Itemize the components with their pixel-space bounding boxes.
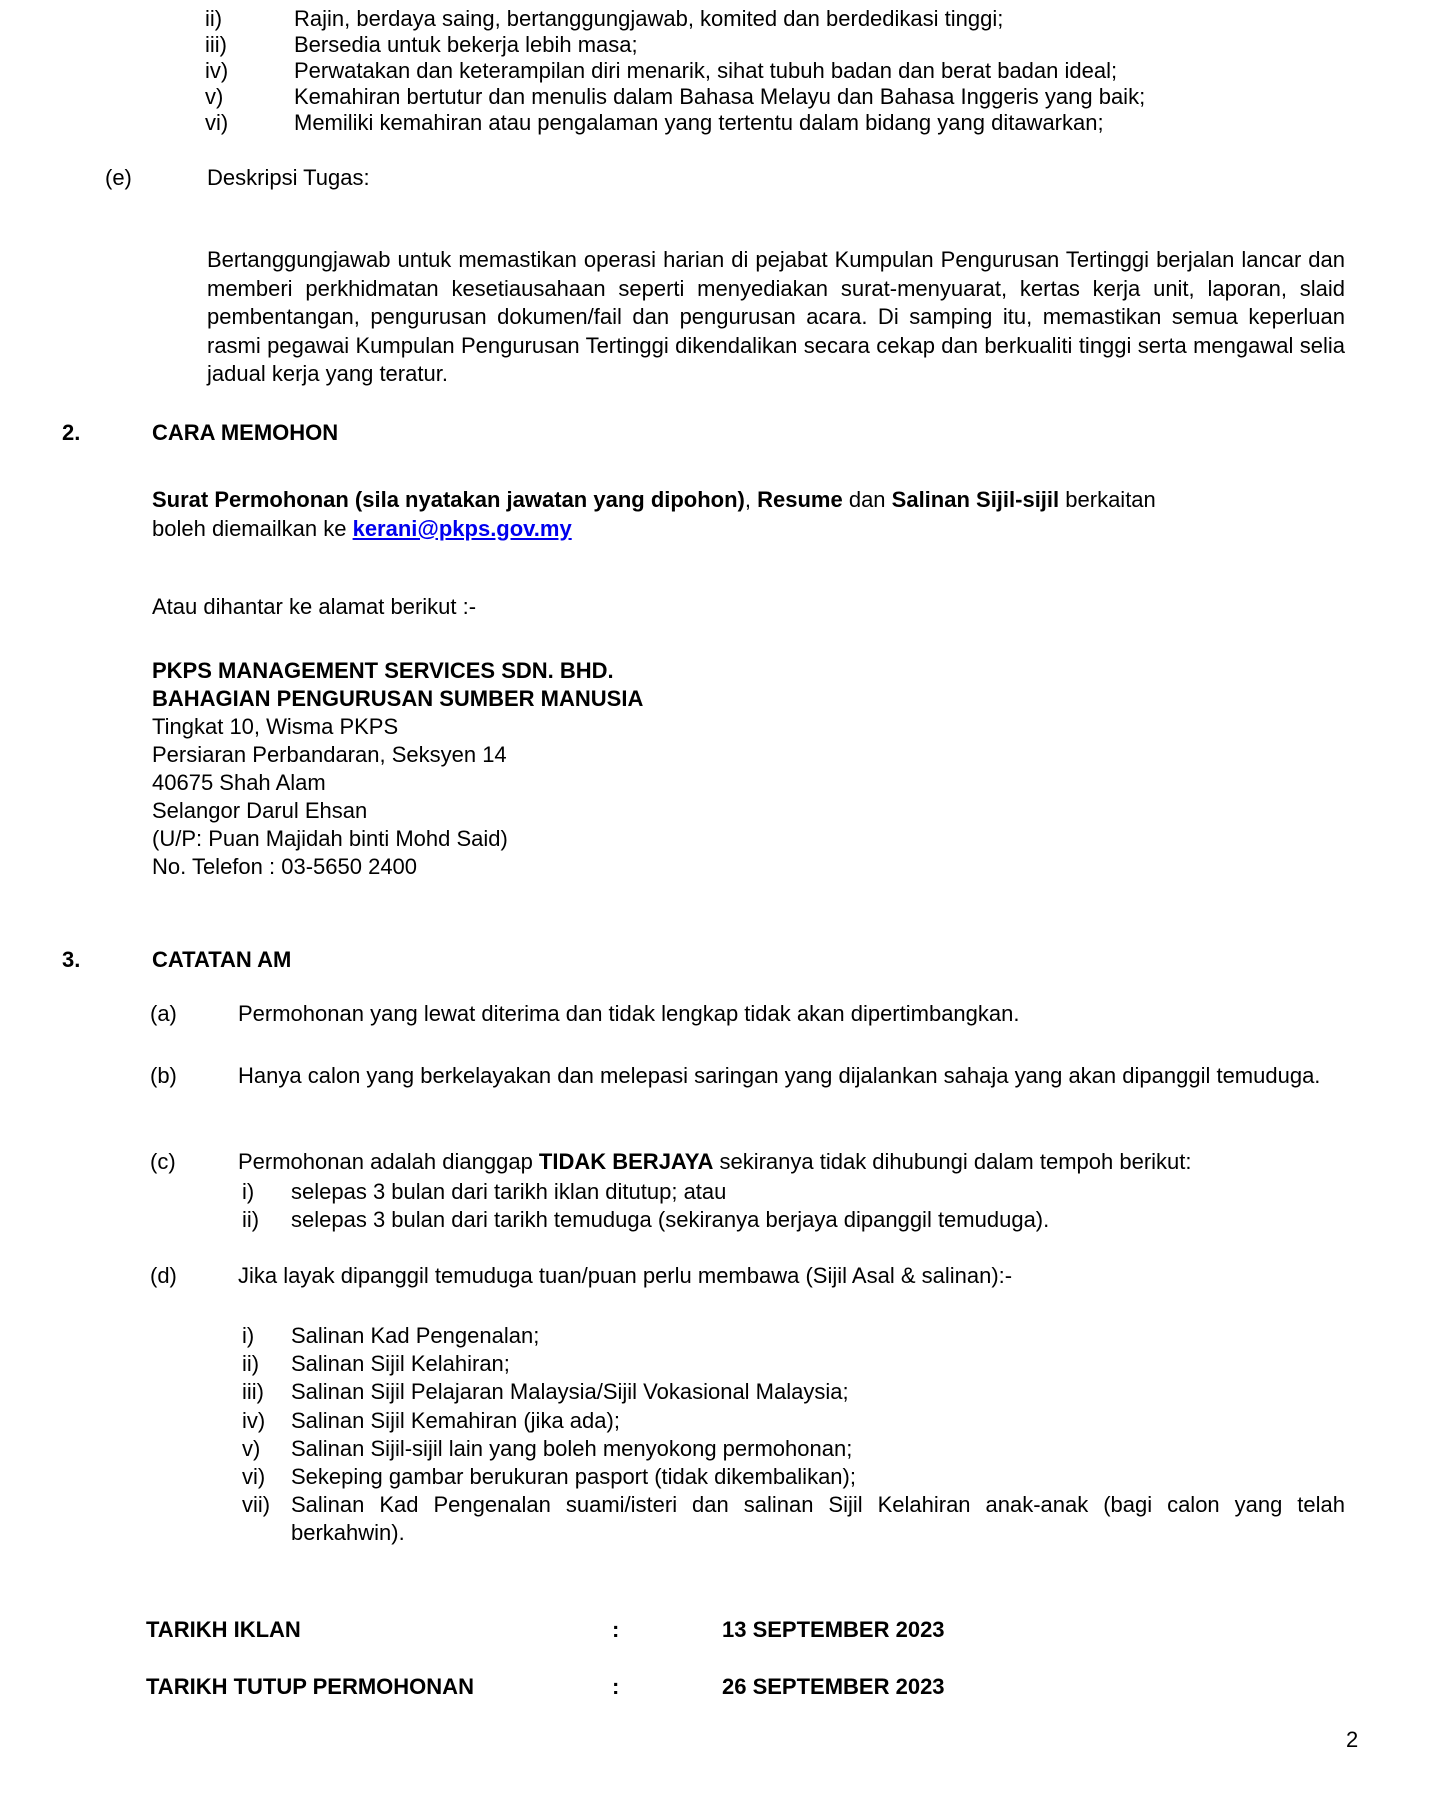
note-a-text: Permohonan yang lewat diterima dan tidak lengkap tidak akan dipertimbangkan. — [238, 1001, 1020, 1026]
sub-item — [242, 1463, 1345, 1491]
sub-item — [242, 1350, 1345, 1378]
text-segment: dan — [842, 487, 892, 512]
address-line-state: Selangor Darul Ehsan — [152, 798, 368, 823]
requirements-list — [205, 6, 1355, 136]
section-3-heading — [62, 946, 862, 974]
sub-item-text: Salinan Kad Pengenalan; — [291, 1323, 540, 1348]
note-c-sublist — [242, 1178, 1345, 1234]
item-e — [105, 164, 905, 192]
address-line-street: Persiaran Perbandaran, Seksyen 14 — [152, 742, 507, 767]
email-link[interactable]: kerani@pkps.gov.my — [352, 515, 572, 541]
list-marker: v) — [205, 84, 224, 109]
sub-item-marker: ii) — [242, 1207, 260, 1233]
list-marker: iv) — [205, 58, 229, 83]
job-description-paragraph: Bertanggungjawab untuk memastikan operasi harian di pejabat Kumpulan Pengurusan Tertinggi berjalan lancar dan memberi perkhidmatan kesetiausahaan seperti menyediakan surat-menyuarat, kertas kerja unit, laporan, slaid pembentangan, pengurusan dokumen/fail dan pengurusan acara. Di samping itu, memastikan semua keperluan rasmi pegawai Kumpulan Pengurusan Tertinggi dikendalikan secara cekap dan berkualiti tinggi serta mengawal selia jadual kerja yang teratur. — [207, 247, 1345, 386]
note-a-marker: (a) — [150, 1001, 177, 1026]
text-segment: TIDAK BERJAYA — [538, 1149, 714, 1174]
text-segment: Permohonan adalah dianggap — [238, 1149, 539, 1174]
list-item — [205, 84, 1355, 110]
note-c — [150, 1148, 1345, 1176]
sub-item-text: Salinan Sijil Kelahiran; — [291, 1351, 510, 1377]
section-2-title: CARA MEMOHON — [152, 420, 339, 445]
sub-item-text: Salinan Sijil-sijil lain yang boleh menyokong permohonan; — [291, 1435, 853, 1461]
sub-item — [242, 1206, 1345, 1234]
item-e-marker: (e) — [105, 165, 132, 190]
sub-item — [242, 1178, 1345, 1206]
sub-item-text: selepas 3 bulan dari tarikh temuduga (sekiranya berjaya dipanggil temuduga). — [291, 1207, 1050, 1233]
item-e-label: Deskripsi Tugas: — [207, 165, 370, 190]
advert-date-colon: : — [612, 1617, 620, 1642]
note-b-text: Hanya calon yang berkelayakan dan melepasi saringan yang dijalankan sahaja yang akan dipanggil temuduga. — [238, 1063, 1321, 1088]
note-a — [150, 1000, 1345, 1028]
text-segment: sekiranya tidak dihubungi dalam tempoh berikut: — [713, 1149, 1192, 1174]
sub-item — [242, 1435, 1345, 1463]
section-2-heading — [62, 419, 862, 447]
sub-item — [242, 1322, 1345, 1350]
address-line-attention: (U/P: Puan Majidah binti Mohd Said) — [152, 826, 508, 851]
sub-item — [242, 1407, 1345, 1435]
list-marker: vi) — [205, 110, 229, 135]
note-d-sublist — [242, 1322, 1345, 1548]
sub-item-marker: vii) — [242, 1492, 271, 1518]
list-item-text: Rajin, berdaya saing, bertanggungjawab, komited dan berdedikasi tinggi; — [294, 6, 1004, 31]
note-c-text — [238, 1148, 1345, 1176]
address-line-postcode: 40675 Shah Alam — [152, 770, 326, 795]
note-d-text: Jika layak dipanggil temuduga tuan/puan perlu membawa (Sijil Asal & salinan):- — [238, 1263, 1013, 1288]
section-3-title: CATATAN AM — [152, 947, 292, 972]
list-item-text: Bersedia untuk bekerja lebih masa; — [294, 32, 638, 57]
note-c-marker: (c) — [150, 1149, 176, 1174]
sub-item-text: Salinan Kad Pengenalan suami/isteri dan salinan Sijil Kelahiran anak-anak (bagi calon yang telah berkahwin). — [291, 1492, 1345, 1546]
list-item — [205, 32, 1355, 58]
section-2-number: 2. — [62, 420, 81, 445]
advert-date-value: 13 SEPTEMBER 2023 — [722, 1617, 945, 1642]
closing-date-colon: : — [612, 1674, 620, 1699]
note-b — [150, 1062, 1345, 1090]
page-number: 2 — [1346, 1727, 1359, 1752]
list-item — [205, 6, 1355, 32]
text-segment: , — [744, 487, 758, 512]
sub-item-marker: ii) — [242, 1351, 260, 1377]
text-segment: boleh diemailkan ke — [152, 515, 353, 541]
sub-item-marker: iv) — [242, 1407, 266, 1433]
sub-item-marker: i) — [242, 1179, 255, 1204]
sub-item — [242, 1491, 1345, 1547]
sub-item-text: Salinan Sijil Pelajaran Malaysia/Sijil Vokasional Malaysia; — [291, 1379, 849, 1405]
address-line-department: BAHAGIAN PENGURUSAN SUMBER MANUSIA — [152, 686, 644, 711]
address-line-floor: Tingkat 10, Wisma PKPS — [152, 714, 399, 739]
address-block — [152, 657, 1052, 881]
sub-item-text: Salinan Sijil Kemahiran (jika ada); — [291, 1407, 620, 1433]
sub-item — [242, 1378, 1345, 1406]
closing-date-value: 26 SEPTEMBER 2023 — [722, 1674, 945, 1699]
note-b-marker: (b) — [150, 1063, 177, 1088]
text-segment: berkaitan — [1059, 487, 1156, 512]
alt-send-line: Atau dihantar ke alamat berikut :- — [152, 594, 477, 619]
list-item-text: Memiliki kemahiran atau pengalaman yang tertentu dalam bidang yang ditawarkan; — [294, 110, 1104, 135]
address-line-company: PKPS MANAGEMENT SERVICES SDN. BHD. — [152, 658, 614, 683]
list-item — [205, 110, 1355, 136]
advert-date-row — [146, 1616, 1146, 1644]
advert-date-label: TARIKH IKLAN — [146, 1617, 301, 1642]
note-d — [150, 1262, 1345, 1290]
list-item — [205, 58, 1355, 84]
sub-item-marker: i) — [242, 1323, 255, 1348]
address-line-phone: No. Telefon : 03-5650 2400 — [152, 854, 418, 879]
sub-item-marker: v) — [242, 1435, 261, 1461]
closing-date-row — [146, 1673, 1146, 1701]
text-segment: Resume — [757, 487, 843, 512]
section-3-number: 3. — [62, 947, 81, 972]
text-segment: Salinan Sijil-sijil — [891, 487, 1060, 512]
sub-item-marker: iii) — [242, 1379, 264, 1405]
apply-instructions — [152, 486, 1345, 543]
list-marker: ii) — [205, 6, 223, 31]
sub-item-text: selepas 3 bulan dari tarikh iklan ditutup; atau — [291, 1179, 727, 1204]
note-d-marker: (d) — [150, 1263, 177, 1288]
list-item-text: Perwatakan dan keterampilan diri menarik, sihat tubuh badan dan berat badan ideal; — [294, 58, 1118, 83]
sub-item-text: Sekeping gambar berukuran pasport (tidak dikembalikan); — [291, 1464, 856, 1490]
list-item-text: Kemahiran bertutur dan menulis dalam Bahasa Melayu dan Bahasa Inggeris yang baik; — [294, 84, 1146, 109]
text-segment: Surat Permohonan (sila nyatakan jawatan yang dipohon) — [152, 487, 745, 512]
sub-item-marker: vi) — [242, 1464, 266, 1490]
list-marker: iii) — [205, 32, 227, 57]
closing-date-label: TARIKH TUTUP PERMOHONAN — [146, 1674, 474, 1699]
